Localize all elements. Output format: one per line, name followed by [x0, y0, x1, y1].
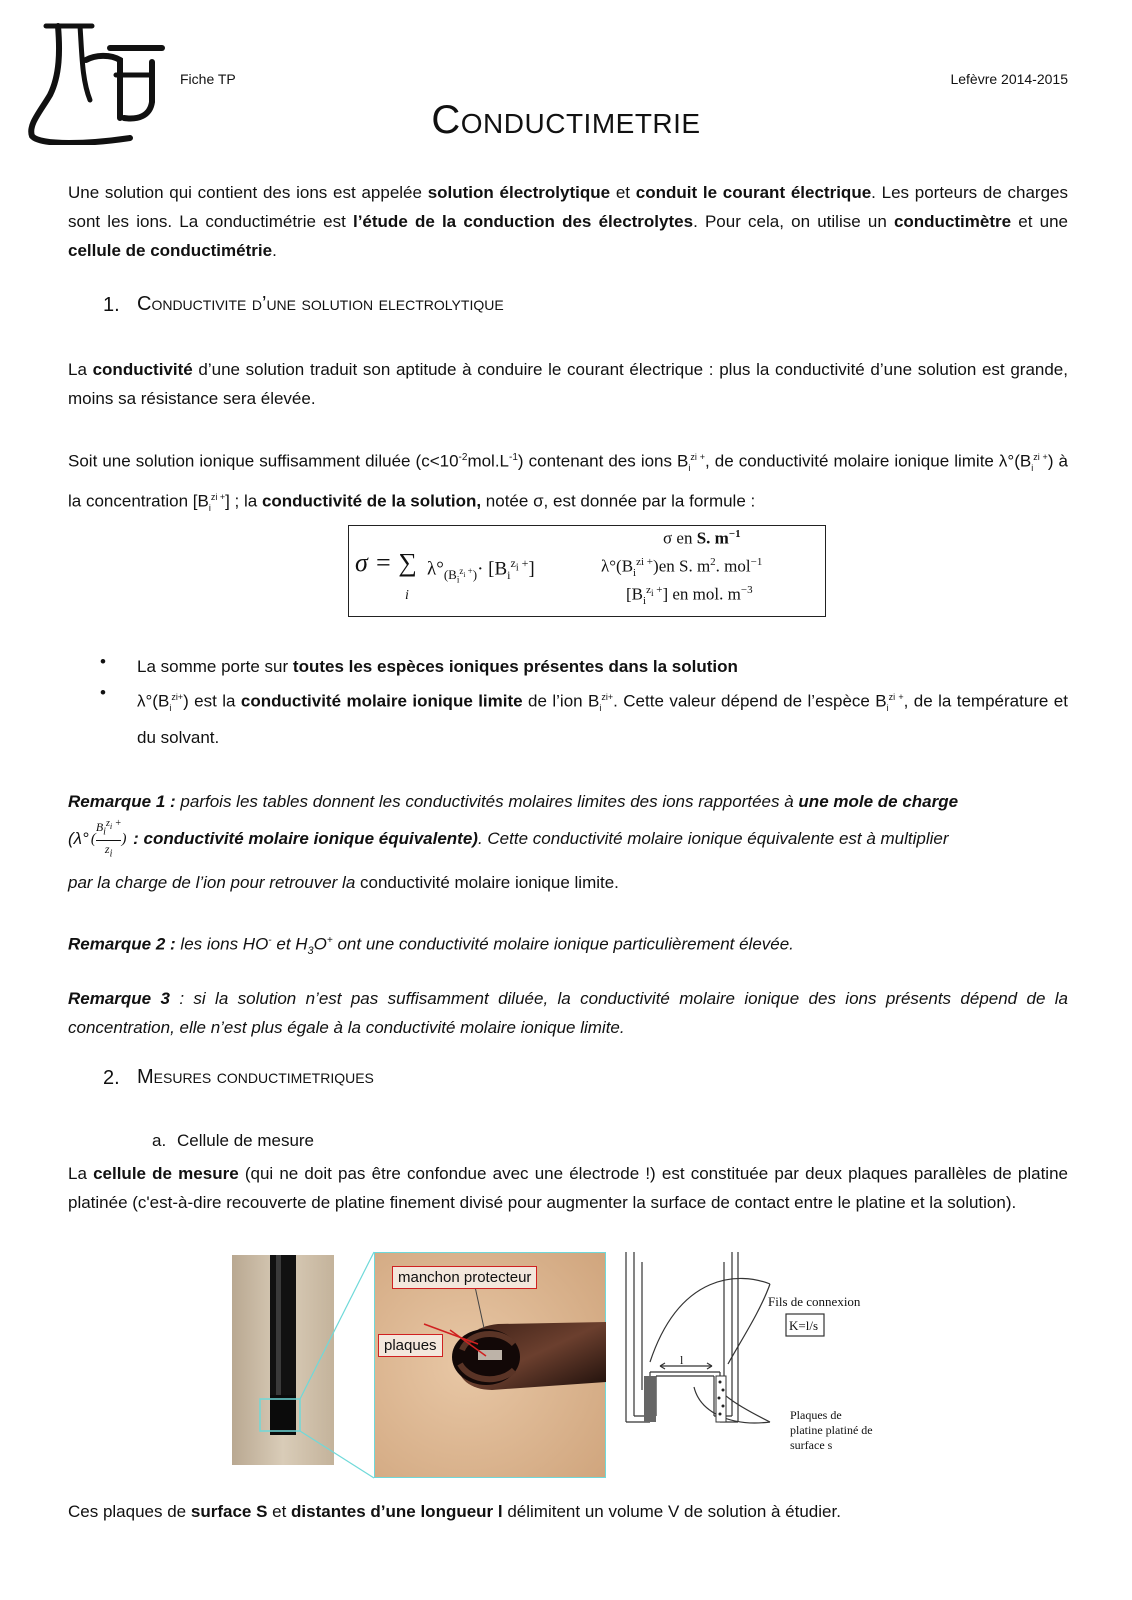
header-left: Fiche TP: [180, 71, 236, 87]
remark-1-line2: (λ° ( $B_i^{z_i +}$ $z_i$ ) : conductivité molaire ionique équivalente). Cette conductivité molaire ionique équivalente est à multiplier: [68, 818, 949, 860]
label-plates-surface: Plaques de platine platiné de surface s: [790, 1408, 873, 1452]
zoom-connector: [296, 1250, 376, 1480]
formula-intro-paragraph: Soit une solution ionique suffisamment diluée $(c<10^{-2}mol.L^{-1})$ contenant des ions $B_i^{zi +}$, de conductivité molaire ionique limite $\lambda^\circ(B_i^{zi +})$ à la concentration $[B_i^{zi +}]$ ; la conductivité de la solution, notée σ, est donnée par la formule :: [68, 451, 1068, 514]
section1-title: Conductivite d’une solution electrolytique: [137, 293, 504, 315]
conductivity-definition: La conductivité d’une solution traduit son aptitude à conduire le courant électrique : plus la conductivité d’une solution est grande, moins sa résistance sera élevée.: [68, 360, 1068, 408]
section2-title: Mesures conductimetriques: [137, 1066, 374, 1088]
label-k-ratio: K=l/s: [789, 1318, 819, 1333]
remark-1-line3: par la charge de l’ion pour retrouver la conductivité molaire ionique limite.: [68, 873, 619, 892]
label-length: l: [680, 1353, 684, 1367]
intro-paragraph: Une solution qui contient des ions est appelée solution électrolytique et conduit le courant électrique. Les porteurs de charges sont les ions. La conductimétrie est l’étude de la conduction des électrolytes. Pour cela, on utilise un conductimètre et une cellule de conductimétrie.: [68, 183, 1068, 260]
formula-sum-index: i: [405, 588, 409, 603]
bullet-item-lambda: $\lambda^\circ(B_i^{zi+})$ est la conductivité molaire ionique limite de l’ion $B_i^{zi+}$. Cette valeur dépend de l’espèce $B_i^{zi +}$, de la température et du solvant.: [137, 691, 1068, 748]
subsection-a-number: a.: [152, 1131, 167, 1150]
formula-box: [348, 525, 826, 617]
section1-number: 1.: [103, 294, 120, 316]
label-wires: Fils de connexion: [768, 1294, 861, 1309]
formula-unit-sigma: σ en S. $m^{-1}$: [663, 528, 741, 548]
remark-2: Remarque 2 : les ions HO- et $H_3O^+$ ont une conductivité molaire ionique particulièrement élevée.: [68, 934, 794, 958]
header-right: Lefèvre 2014-2015: [950, 71, 1068, 87]
cell-description: La cellule de mesure (qui ne doit pas être confondue avec une électrode !) est constituée par deux plaques parallèles de platine platinée (c'est-à-dire recouverte de platine finement divisé pour augmenter la surface de contact entre le platine et la solution).: [68, 1164, 1068, 1212]
plates-description: Ces plaques de surface S et distantes d’une longueur l délimitent un volume V de solution à étudier.: [68, 1502, 841, 1521]
bullet-dot: •: [100, 652, 106, 671]
formula-lhs: σ = ∑: [355, 548, 417, 577]
subsection-a-title: Cellule de mesure: [177, 1131, 315, 1150]
remark-3: Remarque 3 : si la solution n’est pas suffisamment diluée, la conductivité molaire ionique des ions présents dépend de la concentration, elle n’est plus égale à la conductivité molaire ionique limite.: [68, 989, 1068, 1037]
formula-unit-lambda: $\lambda^\circ(B_i^{zi +})en$ S. $m^2$. mol$^{-1}$: [601, 556, 763, 580]
label-plates: plaques: [378, 1334, 443, 1357]
remark-1: Remarque 1 : parfois les tables donnent les conductivités molaires limites des ions rapportées à une mole de charge: [68, 792, 959, 811]
bullet-dot: •: [100, 683, 106, 702]
bullet-item-sum: La somme porte sur toutes les espèces ioniques présentes dans la solution: [137, 657, 738, 676]
page-title: Conductimetrie: [431, 98, 701, 142]
section2-number: 2.: [103, 1067, 120, 1089]
formula-unit-conc: $[B_i^{z_i +}]$ en mol. $m^{-3}$: [626, 584, 753, 608]
label-sleeve: manchon protecteur: [392, 1266, 537, 1289]
formula-term: $\lambda^\circ_{(B_i^{z_i +})}\cdot [B_i^{z_i +}]$: [427, 556, 535, 585]
